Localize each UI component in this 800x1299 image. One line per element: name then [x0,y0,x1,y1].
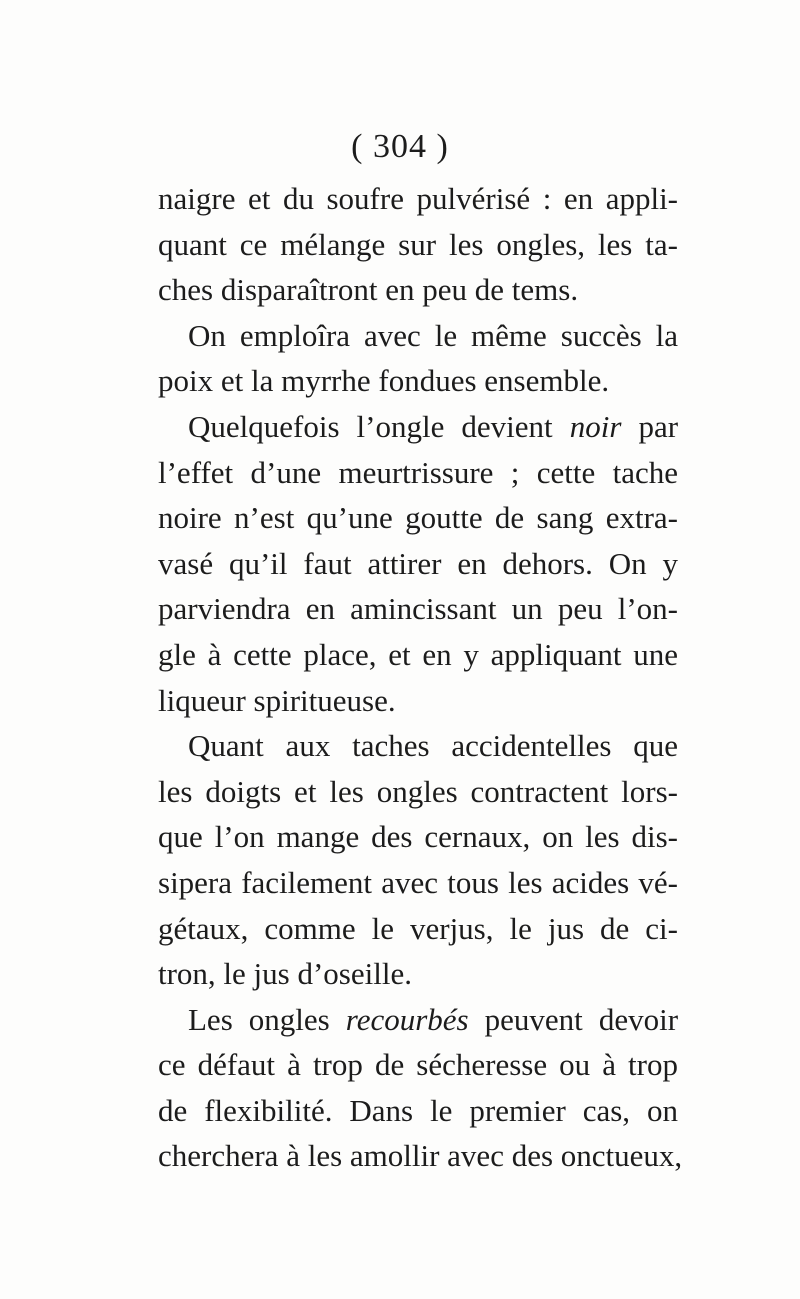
text-line [158,997,678,1043]
text-segment: Quelquefois l’ongle devient [188,408,553,444]
text-line: parviendra en amincissant un peu l’on- [158,591,678,627]
text-line: que l’on mange des cernaux, on les dis- [158,819,678,855]
text-segment: Les ongles [188,1001,330,1037]
text-line: liqueur spiritueuse. [158,682,396,718]
body-text [158,176,683,1179]
text-line: vasé qu’il faut attirer en dehors. On y [158,545,678,581]
text-segment: par [638,408,679,444]
text-line: On emploîra avec le même succès la [188,317,678,353]
text-line: les doigts et les ongles contractent lors- [158,773,678,809]
italic-word: recourbés [345,1001,469,1037]
text-line: ce défaut à trop de sécheresse ou à trop [158,1047,678,1083]
text-line: de flexibilité. Dans le premier cas, on [158,1092,678,1128]
text-line [158,404,678,450]
text-line: l’effet d’une meurtrissure ; cette tache [158,454,678,490]
text-line: quant ce mélange sur les ongles, les ta- [158,226,678,262]
page-number: ( 304 ) [351,128,449,165]
text-line: sipera facilement avec tous les acides vé- [158,864,678,900]
italic-word: noir [569,408,622,444]
text-line: tron, le jus d’oseille. [158,956,412,992]
text-line: poix et la myrrhe fondues ensemble. [158,363,610,399]
text-line: gle à cette place, et en y appliquant une [158,636,678,672]
text-segment: peuvent devoir [484,1001,679,1037]
text-line: gétaux, comme le verjus, le jus de ci- [158,910,678,946]
text-line: ches disparaîtront en peu de tems. [158,272,579,308]
text-line: Quant aux taches accidentelles que [188,728,678,764]
text-line: naigre et du soufre pulvérisé : en appli- [158,181,678,216]
text-line: cherchera à les amollir avec des onctueux, [158,1138,683,1174]
text-line: noire n’est qu’une goutte de sang extra- [158,500,678,536]
